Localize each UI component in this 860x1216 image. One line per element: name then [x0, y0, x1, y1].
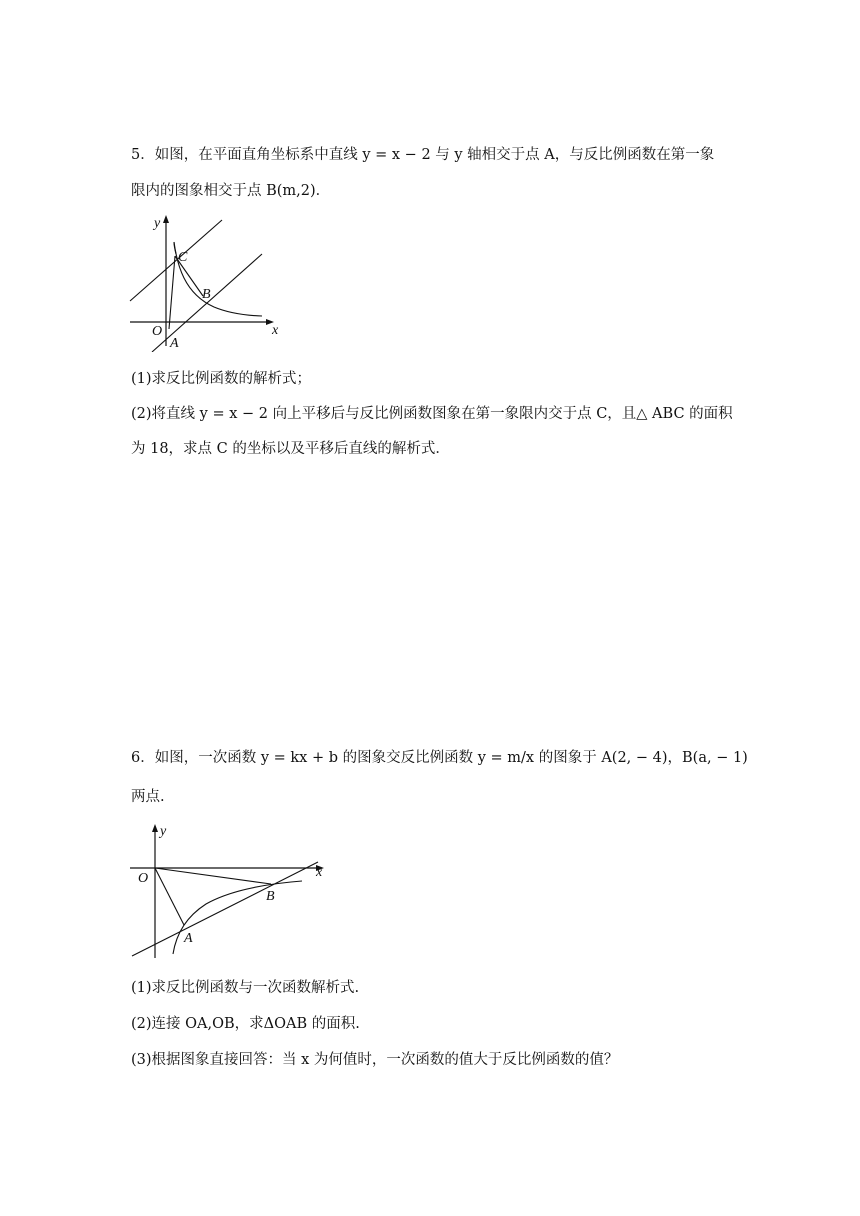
label-C: C	[178, 250, 188, 265]
label-A: A	[184, 931, 193, 946]
label-x: x	[316, 865, 323, 880]
y-axis-arrow	[152, 824, 158, 832]
label-y: y	[154, 216, 161, 231]
problem6-question3: (3)根据图象直接回答：当 x 为何值时，一次函数的值大于反比例函数的值？	[131, 1052, 619, 1068]
problem5-figure	[128, 212, 288, 352]
label-B: B	[202, 287, 211, 302]
hyperbola-top	[174, 242, 176, 254]
problem5-question2-line2: 为 18，求点 C 的坐标以及平移后直线的解析式．	[131, 441, 450, 457]
problem5-statement-line1: 5．如图，在平面直角坐标系中直线 y = x − 2 与 y 轴相交于点 A，与反比例函数在第一象	[131, 147, 715, 163]
label-O: O	[138, 871, 149, 886]
problem6-statement-line1: 6．如图，一次函数 y = kx + b 的图象交反比例函数 y = m/x 的图象于 A(2, − 4)，B(a, − 1)	[131, 750, 748, 766]
problem6-question2: (2)连接 OA,OB，求ΔOAB 的面积.	[131, 1016, 360, 1032]
problem6-statement-line2: 两点.	[131, 789, 165, 805]
segment-CA	[169, 256, 175, 329]
problem5-question2-line1: (2)将直线 y = x − 2 向上平移后与反比例函数图象在第一象限内交于点 C，且△ ABC 的面积	[131, 406, 733, 422]
line-AB	[132, 862, 318, 956]
label-A: A	[170, 336, 179, 351]
label-B: B	[266, 889, 275, 904]
label-y: y	[160, 824, 167, 839]
segment-OB	[155, 868, 271, 884]
problem6-figure	[128, 818, 333, 960]
segment-OA	[155, 868, 184, 925]
label-O: O	[152, 324, 163, 339]
problem5-question1: (1)求反比例函数的解析式；	[131, 371, 312, 387]
y-axis-arrow	[163, 215, 169, 223]
problem5-statement-line2: 限内的图象相交于点 B(m,2)．	[131, 183, 331, 199]
problem6-question1: (1)求反比例函数与一次函数解析式.	[131, 980, 360, 996]
label-x: x	[272, 323, 279, 338]
